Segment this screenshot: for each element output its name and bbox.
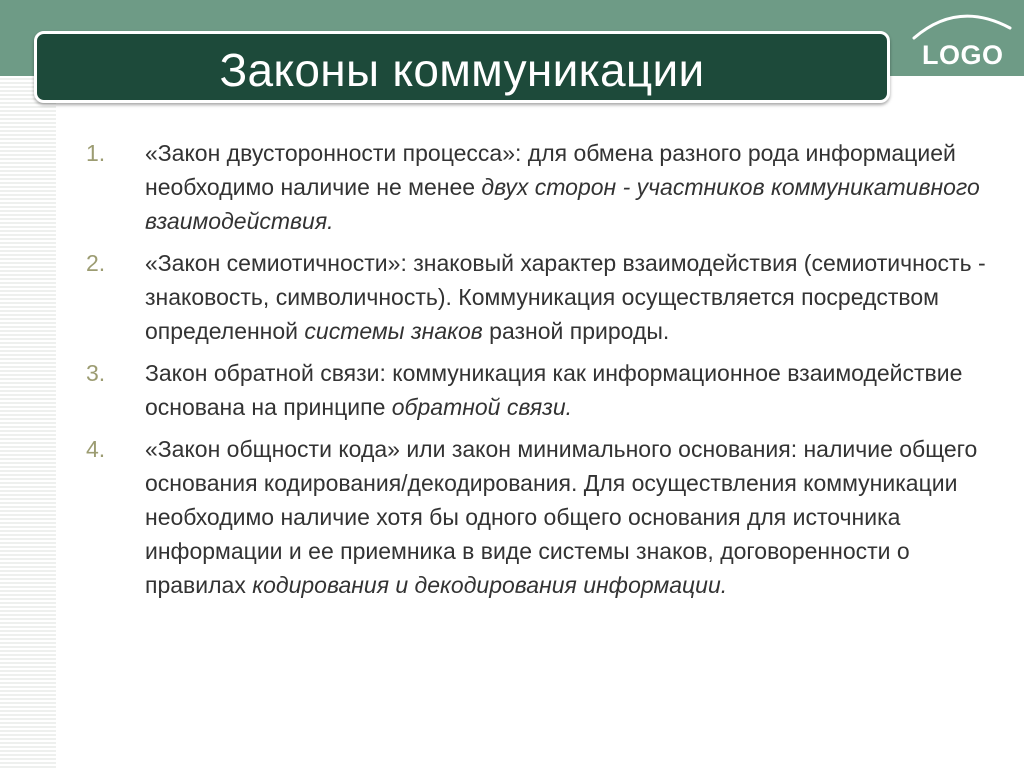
- logo-arc-icon: [908, 4, 1018, 44]
- logo: LOGO: [922, 40, 1004, 70]
- text-run-italic: двух сторон - участников коммуникативного взаимодействия.: [145, 174, 980, 234]
- text-run: Закон обратной связи: коммуникация как информационное взаимодействие основана на принципе: [145, 360, 963, 420]
- text-run-italic: системы знаков: [304, 318, 483, 344]
- text-run: «Закон общности кода» или закон минимального основания: наличие общего основания кодирования/декодирования. Для осуществления коммуникации необходимо наличие хотя бы одного общего основания для источника информации и ее приемника в виде системы знаков, договоренности о правилах: [145, 436, 978, 598]
- laws-list: [86, 136, 986, 610]
- list-text: [145, 356, 986, 424]
- list-item: [86, 246, 986, 348]
- text-run-italic: обратной связи.: [391, 394, 573, 420]
- list-item: [86, 432, 986, 602]
- list-item: [86, 136, 986, 238]
- text-run-italic: кодирования и декодирования информации.: [252, 572, 728, 598]
- list-number: 4.: [86, 436, 106, 462]
- list-number: 3.: [86, 360, 106, 386]
- list-item: [86, 356, 986, 424]
- text-run: разной природы.: [482, 318, 670, 344]
- list-number: 1.: [86, 140, 106, 166]
- left-stripes: [0, 76, 56, 768]
- list-number: 2.: [86, 250, 106, 276]
- slide-title: Законы коммуникации: [219, 44, 705, 96]
- list-text: [145, 432, 986, 602]
- list-text: [145, 136, 986, 238]
- list-text: [145, 246, 986, 348]
- text-run: «Закон семиотичности»: знаковый характер взаимодействия (семиотичность - знаковость, символичность). Коммуникация осуществляется посредством определенной: [145, 250, 986, 344]
- title-bar: [34, 31, 890, 103]
- text-run: «Закон двусторонности процесса»: для обмена разного рода информацией необходимо наличие не менее: [145, 140, 956, 200]
